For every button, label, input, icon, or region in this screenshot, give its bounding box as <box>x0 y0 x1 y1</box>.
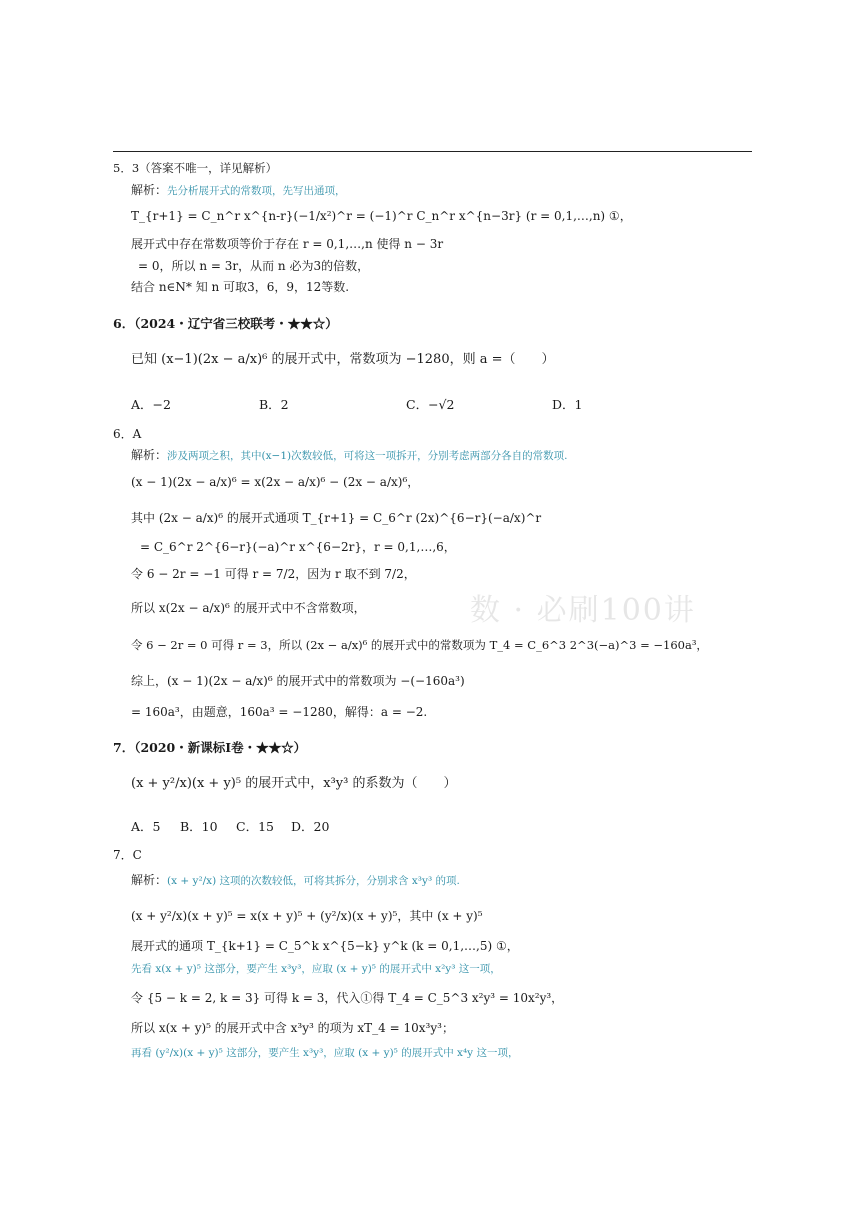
analysis-note: 涉及两项之积，其中(x−1)次数较低，可将这一项拆开，分别考虑两部分各自的常数项. <box>167 450 568 462</box>
q6-line-3: = C_6^r 2^{6−r}(−a)^r x^{6−2r}，r = 0,1,…,6， <box>140 540 456 554</box>
header-rule <box>113 151 752 152</box>
analysis-label: 解析： <box>131 183 168 197</box>
q7-stem: (x + y²/x)(x + y)⁵ 的展开式中，x³y³ 的系数为（ ） <box>131 776 457 791</box>
q6-line-5: 所以 x(2x − a/x)⁶ 的展开式中不含常数项， <box>131 601 366 615</box>
q7-head: 7．（2020・新课标Ⅰ卷・★★☆） <box>113 740 307 755</box>
analysis-label: 解析： <box>131 448 168 462</box>
q7-line-3: 令 {5 − k = 2, k = 3} 可得 k = 3，代入①得 T_4 = C_5^3 x²y³ = 10x²y³， <box>131 991 564 1005</box>
q7-analysis <box>131 872 460 889</box>
q6-line-8: = 160a³，由题意，160a³ = −1280，解得：a = −2. <box>131 705 428 719</box>
q5-line-4: 结合 n∈N* 知 n 可取3，6，9，12等数. <box>131 280 350 294</box>
q7-line-2: 展开式的通项 T_{k+1} = C_5^k x^{5−k} y^k (k = 0,1,…,5) ①， <box>131 939 519 953</box>
q6-line-1: (x − 1)(2x − a/x)⁶ = x(2x − a/x)⁶ − (2x − a/x)⁶， <box>131 475 420 489</box>
q7-line-1: (x + y²/x)(x + y)⁵ = x(x + y)⁵ + (y²/x)(x + y)⁵，其中 (x + y)⁵ <box>131 909 483 923</box>
q6-stem: 已知 (x−1)(2x − a/x)⁶ 的展开式中，常数项为 −1280，则 a =（ ） <box>131 352 555 367</box>
watermark: 数 · 必刷100讲 <box>470 593 696 628</box>
q7-answer-head: 7．C <box>113 848 142 862</box>
analysis-note: 先分析展开式的常数项，先写出通项， <box>167 185 346 197</box>
q6-line-4: 令 6 − 2r = −1 可得 r = 7/2，因为 r 取不到 7/2， <box>131 567 416 581</box>
analysis-label: 解析： <box>131 873 168 887</box>
q7-option-c: C．15 <box>236 819 274 834</box>
q6-option-b: B．2 <box>259 397 289 412</box>
q6-analysis <box>131 447 567 464</box>
q6-line-2: 其中 (2x − a/x)⁶ 的展开式通项 T_{r+1} = C_6^r (2x)^{6−r}(−a/x)^r <box>131 511 542 525</box>
q7-option-b: B．10 <box>180 819 218 834</box>
q6-answer-head: 6．A <box>113 427 142 441</box>
q6-option-c: C．−√2 <box>406 397 455 412</box>
q7-option-a: A．5 <box>131 819 161 834</box>
q5-line-3: = 0，所以 n = 3r，从而 n 必为3的倍数， <box>138 259 370 273</box>
q7-note-3: 再看 (y²/x)(x + y)⁵ 这部分，要产生 x³y³，应取 (x + y)⁵ 的展开式中 x⁴y 这一项， <box>131 1047 519 1059</box>
q7-note-2: 先看 x(x + y)⁵ 这部分，要产生 x³y³，应取 (x + y)⁵ 的展开式中 x²y³ 这一项， <box>131 963 501 975</box>
q5-answer-head: 5．3（答案不唯一，详见解析） <box>113 161 278 175</box>
q6-line-7: 综上，(x − 1)(2x − a/x)⁶ 的展开式中的常数项为 −(−160a³) <box>131 674 465 688</box>
q6-option-d: D．1 <box>552 397 583 412</box>
q5-line-2: 展开式中存在常数项等价于存在 r = 0,1,…,n 使得 n − 3r <box>131 237 444 251</box>
analysis-note: (x + y²/x) 这项的次数较低，可将其拆分，分别求含 x³y³ 的项. <box>167 875 460 887</box>
q7-option-d: D．20 <box>291 819 330 834</box>
q7-line-4: 所以 x(x + y)⁵ 的展开式中含 x³y³ 的项为 xT_4 = 10x³y³； <box>131 1021 454 1035</box>
q6-line-6: 令 6 − 2r = 0 可得 r = 3，所以 (2x − a/x)⁶ 的展开式中的常数项为 T_4 = C_6^3 2^3(−a)^3 = −160a³， <box>131 638 708 652</box>
q5-formula-1: T_{r+1} = C_n^r x^{n-r}(−1/x²)^r = (−1)^r C_n^r x^{n−3r} (r = 0,1,…,n) ①， <box>131 209 632 223</box>
q6-option-a: A．−2 <box>131 397 171 412</box>
q6-head: 6．（2024・辽宁省三校联考・★★☆） <box>113 316 338 331</box>
q5-analysis <box>131 182 346 199</box>
